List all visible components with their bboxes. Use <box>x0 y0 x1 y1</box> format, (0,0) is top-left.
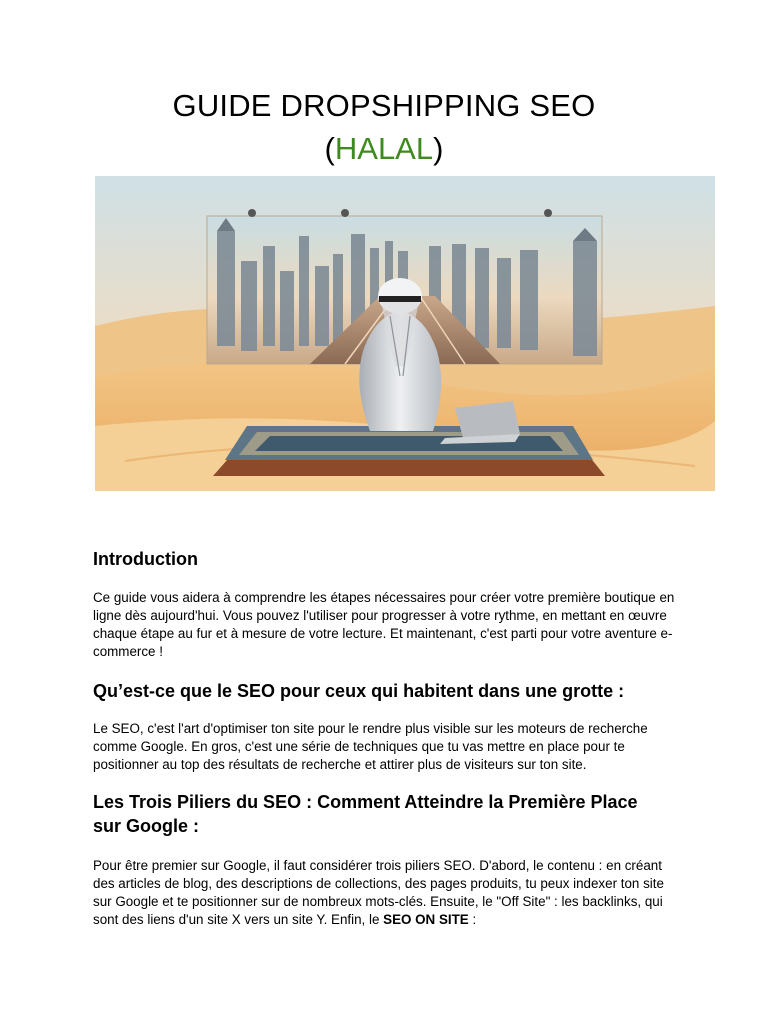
hero-image <box>95 176 715 491</box>
paragraph-trois-piliers-text: Pour être premier sur Google, il faut considérer trois piliers SEO. D'abord, le contenu : en créant des articles de blog, des descriptions de collections, des pages produits, tu peux indexer ton site sur Google et te positionner sur de nombreux mots-clés. Ensuite, le "Off Site" : les backlinks, qui sont des liens d'un site X vers un site Y. Enfin, le <box>93 858 664 927</box>
document-title-line2 <box>0 131 768 167</box>
document-title-line1: GUIDE DROPSHIPPING SEO <box>172 88 596 123</box>
close-paren: ) <box>433 131 444 166</box>
heading-trois-piliers: Les Trois Piliers du SEO : Comment Atteindre la Première Place sur Google : <box>93 792 638 836</box>
title-highlight-halal: HALAL <box>334 131 434 166</box>
heading-introduction: Introduction <box>93 549 198 569</box>
paragraph-introduction: Ce guide vous aidera à comprendre les étapes nécessaires pour créer votre première boutique en ligne dès aujourd'hui. Vous pouvez l'utiliser pour progresser à votre rythme, en mettant en œuvre chaque étape au fur et à mesure de votre lecture. Et maintenant, c'est parti pour votre aventure e-commerce ! <box>93 590 675 659</box>
paragraph-trois-piliers-end: : <box>468 912 477 927</box>
paragraph-seo-definition: Le SEO, c'est l'art d'optimiser ton site pour le rendre plus visible sur les moteurs de recherche comme Google. En gros, c'est une série de techniques que tu vas mettre en place pour te positionner au top des résultats de recherche et attirer plus de visiteurs sur ton site. <box>93 721 648 772</box>
desert-city-billboard-illustration <box>95 176 715 491</box>
paragraph-trois-piliers <box>93 857 683 929</box>
heading-seo-definition: Qu’est-ce que le SEO pour ceux qui habitent dans une grotte : <box>93 681 625 701</box>
open-paren: ( <box>324 131 335 166</box>
seo-on-site-bold: SEO ON SITE <box>383 912 469 927</box>
